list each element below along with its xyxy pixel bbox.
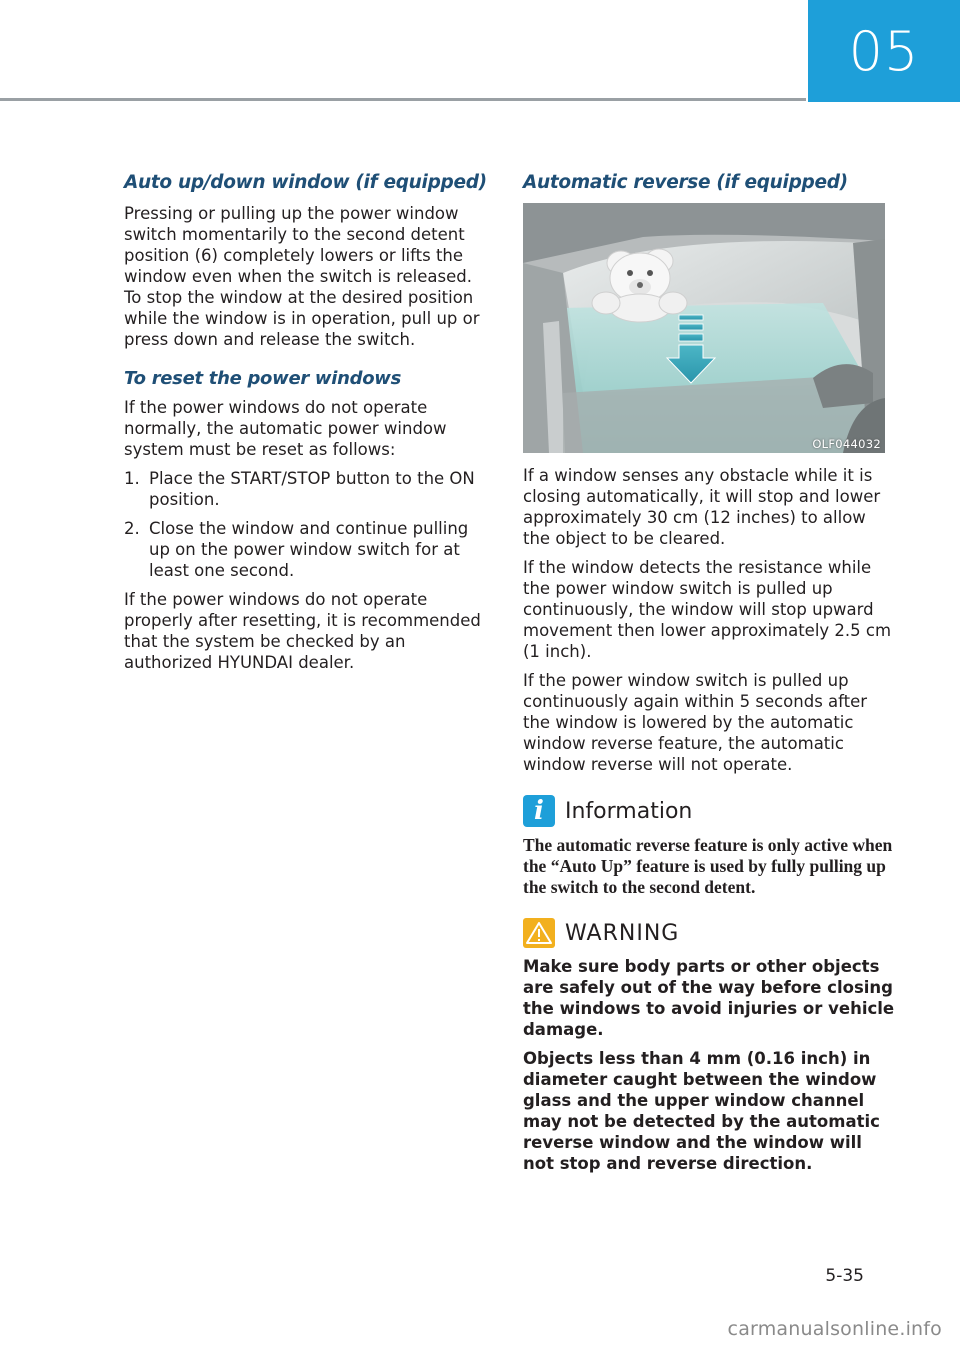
reset-outro: If the power windows do not operate properly after resetting, it is recommended that the system be checked by an authorized HYUNDAI dealer.: [124, 590, 481, 672]
auto-updown-description: Pressing or pulling up the power window switch momentarily to the second detent position (6) completely lowers or lifts the window even when the switch is released. To stop the window at the desired position while the window is in operation, pull up or press down and release the switch.: [124, 204, 480, 349]
reset-step: [124, 468, 494, 510]
figure-code: OLF044032: [812, 437, 881, 451]
left-column: [124, 172, 494, 681]
window-illustration: [523, 203, 885, 453]
auto-reverse-illustration: [523, 203, 885, 453]
reset-intro: If the power windows do not operate normally, the automatic power window system must be reset as follows:: [124, 398, 447, 459]
section-title-auto-updown: Auto up/down window (if equipped): [124, 172, 487, 193]
step-number: 2.: [124, 519, 140, 538]
auto-reverse-paragraph: If the power window switch is pulled up continuously again within 5 seconds after the window is lowered by the automatic window reverse feature, the automatic window reverse will not operate.: [523, 671, 868, 774]
step-text: Place the START/STOP button to the ON position.: [149, 469, 475, 509]
reset-step: [124, 518, 494, 581]
step-text: Close the window and continue pulling up on the power window switch for at least one second.: [149, 519, 469, 580]
page-number: 5-35: [825, 1266, 864, 1286]
step-number: 1.: [124, 469, 140, 488]
auto-reverse-paragraph: If a window senses any obstacle while it is closing automatically, it will stop and lower approximately 30 cm (12 inches) to allow the object to be cleared.: [523, 466, 881, 548]
warning-icon: [523, 918, 555, 948]
warning-title: WARNING: [565, 920, 680, 946]
warning-header: [523, 918, 895, 948]
chapter-tab: 05: [808, 0, 960, 102]
information-header: [523, 795, 895, 827]
information-text: The automatic reverse feature is only active when the “Auto Up” feature is used by fully pulling up the switch to the second detent.: [523, 835, 893, 897]
section-title-auto-reverse: Automatic reverse (if equipped): [523, 172, 848, 193]
reset-steps: [124, 468, 494, 581]
header-rule: [0, 98, 806, 101]
section-title-reset: To reset the power windows: [124, 368, 402, 389]
right-column: [523, 172, 895, 1182]
information-title: Information: [565, 798, 693, 824]
watermark: carmanualsonline.info: [727, 1318, 942, 1340]
warning-text: Make sure body parts or other objects are safely out of the way before closing the windows to avoid injuries or vehicle damage.: [523, 957, 895, 1039]
auto-reverse-paragraph: If the window detects the resistance while the power window switch is pulled up continuously, the window will stop upward movement then lower approximately 2.5 cm (1 inch).: [523, 558, 892, 661]
information-icon: i: [523, 795, 555, 827]
warning-text: Objects less than 4 mm (0.16 inch) in diameter caught between the window glass and the upper window channel may not be detected by the automatic reverse window and the window will not stop and reverse direction.: [523, 1049, 880, 1173]
